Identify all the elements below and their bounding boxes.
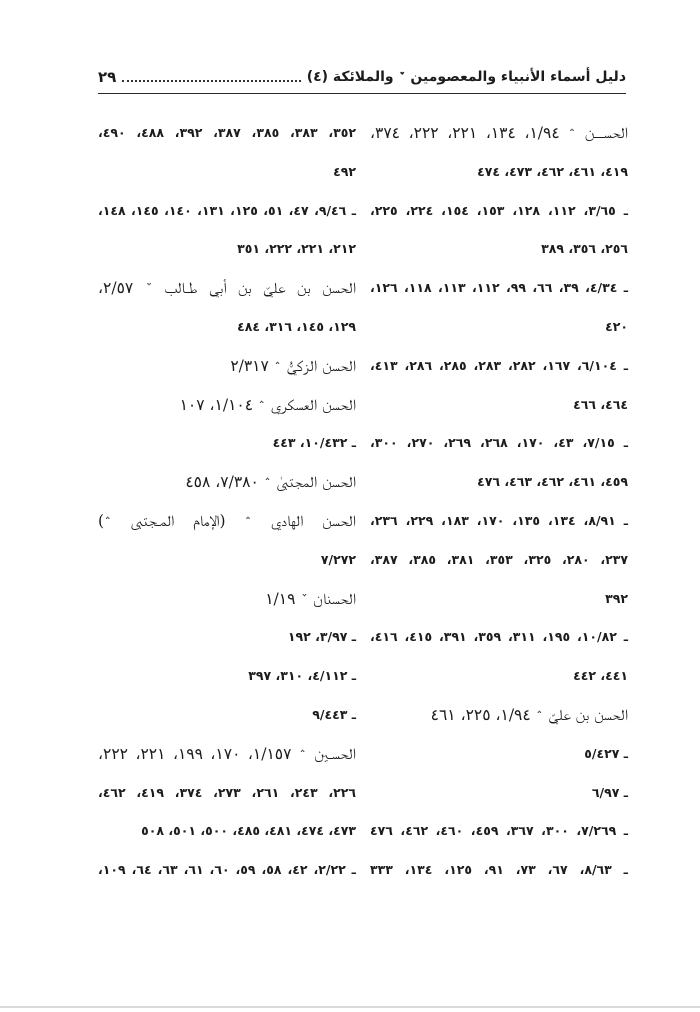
index-page-refs: ٤١٩، ٤٦١، ٤٦٢، ٤٧٣، ٤٧٤	[477, 163, 628, 179]
index-entry-heading: الحسن بن عليّ بن أبي طـالب ﮸ ٢/٥٧،	[98, 279, 356, 298]
index-page-refs: ٤٤١، ٤٤٢	[573, 668, 628, 684]
index-page-refs: ـ ١٠/٨٢، ١٩٥، ٣١١، ٣٥٩، ٣٩١، ٤١٥، ٤١٦،	[370, 629, 628, 645]
index-entry-heading: الحسـين ﮶ ١/١٥٧، ١٧٠، ١٩٩، ٢٢١، ٢٢٢،	[98, 744, 356, 763]
index-page-refs: ـ ٤/٣٤، ٣٩، ٦٦، ٩٩، ١١٢، ١١٣، ١١٨، ١٢٦،	[370, 280, 628, 296]
index-page-refs: ـ ٢/٢٢، ٤٢، ٥٨، ٥٩، ٦٠، ٦١، ٦٣، ٦٤، ١٠٩،	[98, 862, 356, 878]
index-page-refs: ٣٩٢	[605, 590, 628, 606]
index-column-right	[370, 114, 628, 890]
index-page-refs: ـ ٩/٤٤٣	[312, 706, 356, 722]
index-page-refs: ٤٥٩، ٤٦١، ٤٦٢، ٤٦٣، ٤٧٦	[477, 474, 628, 490]
index-page-refs: ـ ١٠/٤٣٢، ٤٤٣	[272, 435, 356, 451]
index-page-refs: ـ ٨/٦٣، ٦٧، ٧٣، ٩١، ١٢٥، ١٣٤، ٣٣٣	[370, 862, 628, 878]
index-entry-heading: الحسنان ﮸ ١/١٩	[265, 589, 356, 608]
header-title: دليل أسماء الأنبياء والمعصومين ﮸ والملائكة (٤)	[306, 68, 626, 85]
header-dot-leader	[122, 80, 300, 82]
index-page-refs: ـ ٥/٤٢٧	[584, 745, 628, 761]
index-page-refs: ـ ٩/٤٦، ٤٧، ٥١، ١٢٥، ١٣١، ١٤٠، ١٤٥، ١٤٨،	[98, 202, 356, 218]
index-page-refs: ٣٥٢، ٣٨٣، ٣٨٥، ٣٨٧، ٣٩٢، ٤٨٨، ٤٩٠،	[98, 125, 356, 140]
page-number: ٢٩	[98, 67, 117, 86]
index-page-refs: ـ ٨/٩١، ١٣٤، ١٣٥، ١٧٠، ١٨٣، ٢٢٩، ٢٣٦،	[370, 512, 628, 528]
index-page-refs: ٢٣٧، ٢٨٠، ٣٢٥، ٣٥٣، ٣٨١، ٣٨٥، ٣٨٧،	[370, 551, 628, 567]
index-entry-heading: الحسن المجتبىٰ ﮶ ٧/٣٨٠، ٤٥٨	[185, 473, 356, 492]
page-bottom-edge	[0, 1006, 700, 1008]
index-page-refs: ـ ٣/٦٥، ١١٢، ١٢٨، ١٥٣، ١٥٤، ٢٢٤، ٢٢٥،	[370, 202, 628, 218]
index-page-refs: ـ ٦/٩٧	[591, 784, 628, 800]
index-entry-heading: الحسن العسكري ﮶ ١/١٠٤، ١٠٧	[179, 395, 356, 414]
index-page-refs: ـ ٧/٢٦٩، ٣٠٠، ٣٦٧، ٤٥٩، ٤٦٠، ٤٦٢، ٤٧٦	[370, 823, 629, 839]
index-page-refs: ٢١٢، ٢٢١، ٢٢٢، ٣٥١	[237, 241, 356, 257]
index-page-refs: ٢٥٦، ٣٥٦، ٣٨٩	[541, 241, 628, 257]
index-page-refs: ١٢٩، ١٤٥، ٣١٦، ٤٨٤	[237, 318, 356, 334]
running-header	[98, 64, 626, 94]
index-column-left	[98, 114, 356, 890]
index-entry-heading: الحســـن ﮶ ١/٩٤، ١٣٤، ٢٢١، ٢٢٢، ٣٧٤،	[370, 124, 628, 142]
index-entry-heading: الحسن الهادي ﮶ (الإمام المـجتبى ﮶)	[98, 511, 356, 530]
index-page-refs: ٤٦٤، ٤٦٦	[573, 396, 628, 412]
index-page-refs: ٢٢٦، ٢٤٣، ٢٦١، ٢٧٣، ٣٧٤، ٤١٩، ٤٦٢،	[98, 784, 356, 800]
index-page-refs: ـ ٧/١٥، ٤٣، ١٧٠، ٢٦٨، ٢٦٩، ٢٧٠، ٣٠٠،	[370, 435, 629, 451]
index-page-refs: ـ ٤/١١٢، ٣١٠، ٣٩٧	[248, 668, 356, 684]
index-entry-heading: الحسن بن عليّ ﮶ ١/٩٤، ٢٢٥، ٤٦١	[430, 705, 628, 724]
index-page-refs: ٤٢٠	[605, 318, 628, 334]
index-page-refs: ـ ٦/١٠٤، ١٦٧، ٢٨٢، ٢٨٣، ٢٨٥، ٢٨٦، ٤١٣،	[370, 357, 628, 373]
index-page-refs: ٧/٢٧٢	[320, 551, 356, 567]
index-entry-heading: الحسن الزكيُّ ﮶ ٢/٣١٧	[230, 356, 356, 375]
index-page-refs: ـ ٣/٩٧، ١٩٢	[287, 629, 356, 645]
index-page-refs: ٤٧٣، ٤٧٤، ٤٨١، ٤٨٥، ٥٠٠، ٥٠١، ٥٠٨	[141, 823, 356, 839]
index-page-refs: ٤٩٢	[333, 163, 356, 179]
